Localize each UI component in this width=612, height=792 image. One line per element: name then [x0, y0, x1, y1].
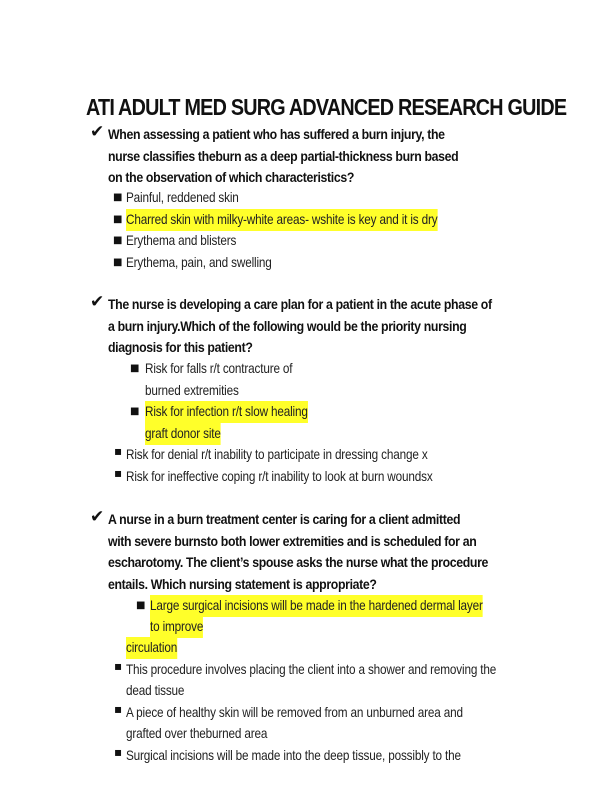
answer-option-correct-continued: circulation — [126, 637, 177, 659]
answer-option: Erythema, pain, and swelling — [126, 254, 272, 270]
square-bullet-icon: ■ — [130, 406, 140, 417]
checkmark-icon: ✔ — [90, 122, 105, 142]
answer-option-correct-continued: graft donor site — [145, 423, 221, 445]
answer-option: Risk for denial r/t inability to participate in dressing change x — [126, 446, 428, 462]
square-bullet-icon: ■ — [136, 600, 146, 611]
question-text: The nurse is developing a care plan for a patient in the acute phase of a burn injury.Which of the following would be the priority nursing diagnosis for this patient? — [108, 296, 492, 355]
answer-option: Risk for falls r/t contracture of — [145, 360, 293, 376]
bullet-icon: ▪ — [114, 659, 123, 673]
answer-option-correct-continued: to improve — [150, 616, 203, 638]
answer-option: A piece of healthy skin will be removed from an unburned area and — [126, 704, 463, 720]
bullet-icon: ▪ — [114, 702, 123, 716]
answer-option-continued: dead tissue — [126, 682, 185, 698]
square-bullet-icon: ■ — [130, 363, 140, 374]
square-bullet-icon: ■ — [113, 257, 123, 268]
question-1 — [90, 124, 550, 189]
answer-option-correct: Charred skin with milky-white areas- wshite is key and it is dry — [126, 209, 437, 231]
question-text: When assessing a patient who has suffered a burn injury, the nurse classifies theburn as a deep partial-thickness burn based on the observation of which characteristics? — [108, 126, 459, 185]
answer-option-continued: burned extremities — [145, 382, 239, 398]
answer-option-correct: Risk for infection r/t slow healing — [145, 401, 308, 423]
checkmark-icon: ✔ — [90, 507, 105, 527]
answer-option-continued: grafted over theburned area — [126, 725, 268, 741]
question-2 — [90, 294, 550, 359]
square-bullet-icon: ■ — [113, 192, 123, 203]
bullet-icon: ▪ — [114, 444, 123, 458]
answer-option: This procedure involves placing the client into a shower and removing the — [126, 661, 497, 677]
answer-option: Surgical incisions will be made into the deep tissue, possibly to the — [126, 747, 461, 763]
bullet-icon: ▪ — [114, 745, 123, 759]
answer-option-correct: Large surgical incisions will be made in the hardened dermal layer — [150, 595, 483, 617]
bullet-icon: ▪ — [114, 466, 123, 480]
page-title: ATI ADULT MED SURG ADVANCED RESEARCH GUIDE — [86, 94, 567, 120]
question-3 — [90, 509, 550, 595]
checkmark-icon: ✔ — [90, 292, 105, 312]
answer-option: Painful, reddened skin — [126, 189, 239, 205]
question-text: A nurse in a burn treatment center is caring for a client admitted with severe burnsto both lower extremities and is scheduled for an escharotomy. The client’s spouse asks the nurse what the procedure entails. Which nursing statement is appropriate? — [108, 511, 489, 592]
answer-option: Erythema and blisters — [126, 232, 237, 248]
square-bullet-icon: ■ — [113, 214, 123, 225]
answer-option: Risk for ineffective coping r/t inability to look at burn woundsx — [126, 468, 433, 484]
square-bullet-icon: ■ — [113, 235, 123, 246]
